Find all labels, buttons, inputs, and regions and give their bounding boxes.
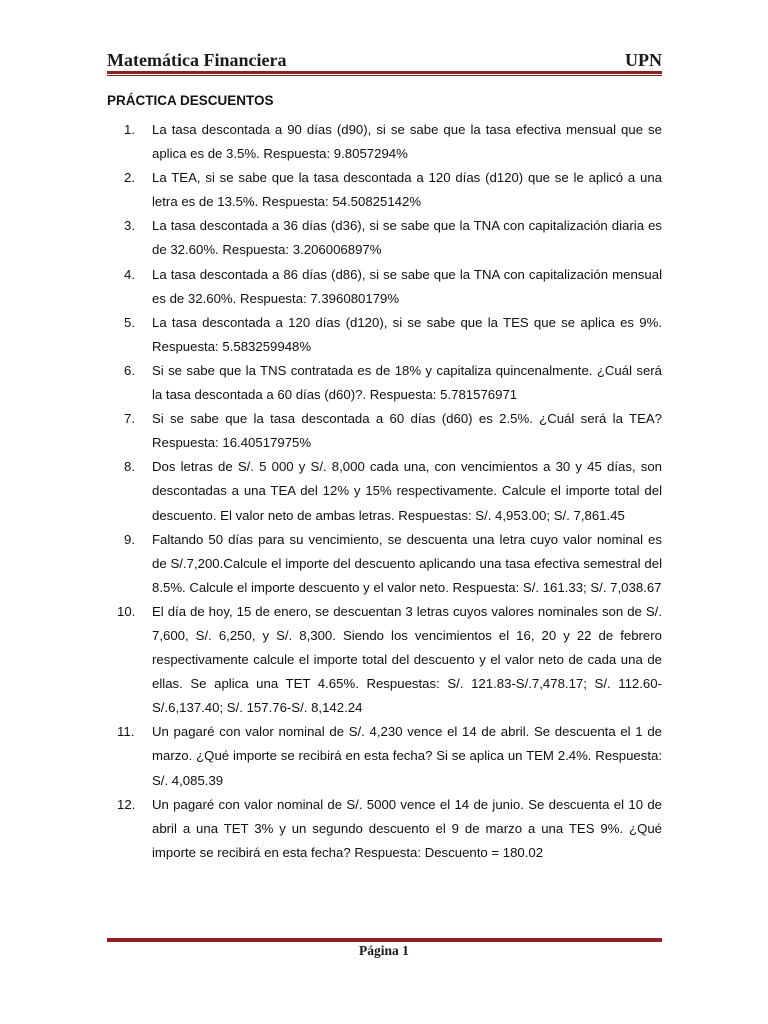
exercise-item bbox=[107, 600, 662, 720]
page-header bbox=[107, 46, 662, 74]
exercise-item bbox=[107, 455, 662, 527]
exercise-text: El día de hoy, 15 de enero, se descuentan 3 letras cuyos valores nominales son de S/. 7,600, S/. 6,250, y S/. 8,300. Siendo los vencimientos el 16, 20 y 22 de febrero respectivamente calcule el importe total del descuento y el valor neto de cada una de ellas. Se aplica una TET 4.65%. Respuestas: S/. 121.83-S/.7,478.17; S/. 112.60-S/.6,137.40; S/. 157.76-S/. 8,142.24 bbox=[152, 603, 662, 716]
exercise-text: La tasa descontada a 36 días (d36), si se sabe que la TNA con capitalización diaria es de 32.60%. Respuesta: 3.206006897% bbox=[152, 218, 662, 258]
exercise-item bbox=[107, 720, 662, 792]
exercise-item bbox=[107, 407, 662, 455]
exercise-text: Un pagaré con valor nominal de S/. 4,230 vence el 14 de abril. Se descuenta el 1 de marzo. ¿Qué importe se recibirá en esta fecha? Si se aplica un TEM 2.4%. Respuesta: S/. 4,085.39 bbox=[152, 724, 662, 788]
exercise-text: La tasa descontada a 90 días (d90), si se sabe que la tasa efectiva mensual que se aplica es de 3.5%. Respuesta: 9.8057294% bbox=[152, 122, 662, 162]
footer-divider bbox=[107, 937, 662, 942]
exercise-number: 12. bbox=[117, 796, 136, 812]
exercise-text: Dos letras de S/. 5 000 y S/. 8,000 cada una, con vencimientos a 30 y 45 días, son descontadas a una TEA del 12% y 15% respectivamente. Calcule el importe total del descuento. El valor neto de ambas letras. Respuestas: S/. 4,953.00; S/. 7,861.45 bbox=[152, 459, 662, 523]
exercise-number: 3. bbox=[124, 218, 135, 234]
exercise-item bbox=[107, 311, 662, 359]
exercise-item bbox=[107, 793, 662, 865]
exercise-text: Faltando 50 días para su vencimiento, se descuenta una letra cuyo valor nominal es de S/.7,200.Calcule el importe del descuento aplicando una tasa efectiva semestral del 8.5%. Calcule el importe descuento y el valor neto. Respuesta: S/. 161.33; S/. 7,038.67 bbox=[152, 531, 662, 595]
exercise-number: 8. bbox=[124, 459, 135, 475]
exercise-number: 2. bbox=[124, 170, 135, 186]
exercise-number: 10. bbox=[117, 603, 136, 619]
exercise-number: 6. bbox=[124, 362, 135, 378]
exercise-number: 7. bbox=[124, 411, 135, 427]
exercise-text: Si se sabe que la TNS contratada es de 18% y capitaliza quincenalmente. ¿Cuál será la tasa descontada a 60 días (d60)?. Respuesta: 5.781576971 bbox=[152, 362, 662, 403]
exercise-text: Un pagaré con valor nominal de S/. 5000 vence el 14 de junio. Se descuenta el 10 de abril a una TET 3% y un segundo descuento el 9 de marzo a una TES 9%. ¿Qué importe se recibirá en esta fecha? Respuesta: Descuento = 180.02 bbox=[152, 796, 662, 860]
course-title: Matemática Financiera bbox=[107, 50, 287, 70]
exercise-text: La TEA, si se sabe que la tasa descontada a 120 días (d120) que se le aplicó a una letra es de 13.5%. Respuesta: 54.50825142% bbox=[152, 170, 662, 210]
exercise-item bbox=[107, 214, 662, 262]
page-number: Página 1 bbox=[359, 943, 409, 958]
exercise-item bbox=[107, 166, 662, 214]
header-divider bbox=[107, 71, 662, 76]
exercise-item bbox=[107, 263, 662, 311]
exercise-item bbox=[107, 118, 662, 166]
exercise-number: 4. bbox=[124, 266, 135, 282]
exercise-number: 11. bbox=[117, 724, 135, 740]
exercise-item bbox=[107, 359, 662, 407]
exercise-list bbox=[107, 118, 662, 865]
exercise-number: 9. bbox=[124, 531, 135, 547]
exercise-number: 1. bbox=[124, 122, 135, 137]
exercise-text: La tasa descontada a 86 días (d86), si se sabe que la TNA con capitalización mensual es de 32.60%. Respuesta: 7.396080179% bbox=[152, 266, 662, 306]
institution-name: UPN bbox=[625, 50, 662, 70]
exercise-item bbox=[107, 528, 662, 600]
section-title: PRÁCTICA DESCUENTOS bbox=[107, 93, 274, 108]
exercise-text: La tasa descontada a 120 días (d120), si se sabe que la TES que se aplica es 9%. Respuesta: 5.583259948% bbox=[152, 314, 662, 354]
exercise-number: 5. bbox=[124, 314, 135, 330]
exercise-text: Si se sabe que la tasa descontada a 60 días (d60) es 2.5%. ¿Cuál será la TEA? Respuesta: 16.40517975% bbox=[152, 411, 662, 451]
